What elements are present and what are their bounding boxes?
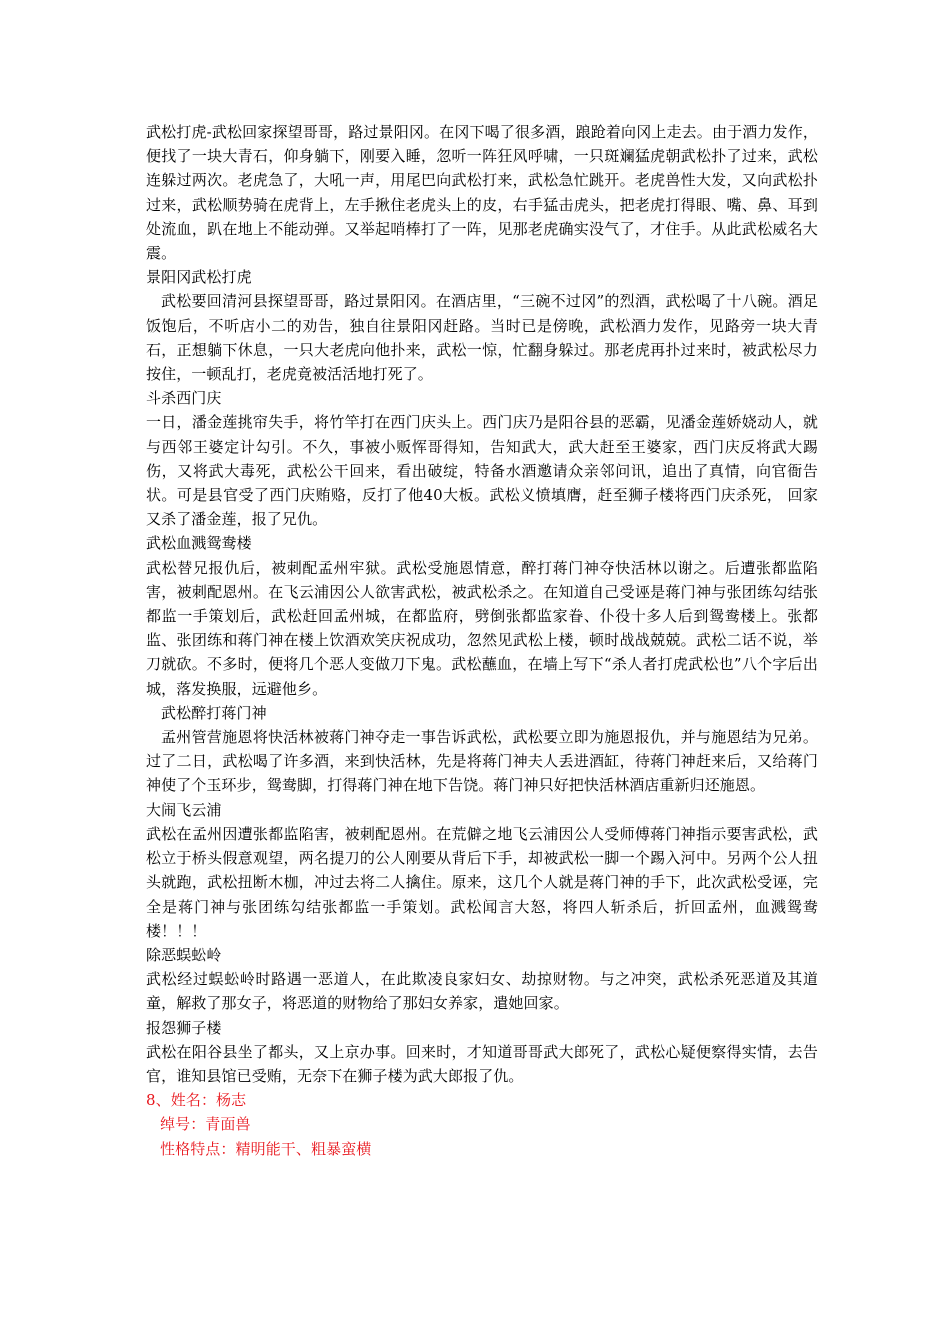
heading-wugongling: 除恶蜈蚣岭 <box>146 945 222 964</box>
heading-shizilou: 报怨狮子楼 <box>146 1018 222 1037</box>
profile-nickname: 绰号：青面兽 <box>160 1115 251 1134</box>
paragraph-shizilou: 武松在阳谷县坐了都头，又上京办事。回来时，才知道哥哥武大郎死了，武松心疑便察得实情，去告官，谁知县馆已受贿，无奈下在狮子楼为武大郎报了仇。 <box>146 1042 818 1085</box>
paragraph-jingyanggang: 武松要回清河县探望哥哥，路过景阳冈。在酒店里，“三碗不过冈”的烈酒，武松喝了十八碗。酒足饭饱后，不听店小二的劝告，独自往景阳冈赶路。当时已是傍晚，武松酒力发作，见路旁一块大青石，正想躺下休息，一只大老虎向他扑来，武松一惊，忙翻身躲过。那老虎再扑过来时，被武松尽力按住，一顿乱打，老虎竟被活活地打死了。 <box>146 292 818 384</box>
heading-yuanyanglou: 武松血溅鸳鸯楼 <box>146 534 252 553</box>
heading-ximenqing: 斗杀西门庆 <box>146 389 222 408</box>
profile-traits: 性格特点：精明能干、粗暴蛮横 <box>160 1139 372 1158</box>
paragraph-yuanyanglou: 武松替兄报仇后，被刺配孟州牢狱。武松受施恩情意，醉打蒋门神夺快活林以谢之。后遭张都监陷害，被刺配恩州。在飞云浦因公人欲害武松，被武松杀之。在知道自己受诬是蒋门神与张团练勾结张都监一手策划后，武松赶回孟州城，在都监府，劈倒张都监家眷、仆役十多人后到鸳鸯楼上。张都监、张团练和蒋门神在楼上饮酒欢笑庆祝成功，忽然见武松上楼，顿时战战兢兢。武松二话不说，举刀就砍。不多时，便将几个恶人变做刀下鬼。武松蘸血，在墙上写下“杀人者打虎武松也”八个字后出城，落发换服，远避他乡。 <box>146 558 818 698</box>
paragraph-ximenqing: 一日，潘金莲挑帘失手，将竹竿打在西门庆头上。西门庆乃是阳谷县的恶霸，见潘金莲娇娆动人，就与西邻王婆定计勾引。不久，事被小贩恽哥得知，告知武大，武大赶至王婆家，西门庆反将武大踢伤，又将武大毒死，武松公干回来，看出破绽，特备水酒邀请众亲邻问讯，追出了真情，向官衙告状。可是县官受了西门庆贿赂，反打了他40大板。武松义愤填膺，赶至狮子楼将西门庆杀死， 回家又杀了潘金莲，报了兄仇。 <box>146 413 818 529</box>
paragraph-feiyunpu: 武松在孟州因遭张都监陷害，被刺配恩州。在荒僻之地飞云浦因公人受师傅蒋门神指示要害武松，武松立于桥头假意观望，两名提刀的公人刚要从背后下手，却被武松一脚一个踢入河中。另两个公人扭头就跑，武松扭断木枷，冲过去将二人擒住。原来，这几个人就是蒋门神的手下，此次武松受诬，完全是蒋门神与张团练勾结张都监一手策划。武松闻言大怒，将四人斩杀后，折回孟州，血溅鸳鸯楼！！！ <box>146 824 818 940</box>
paragraph-wusong-fights-tiger: 武松打虎-武松回家探望哥哥，路过景阳冈。在冈下喝了很多酒，踉跄着向冈上走去。由于酒力发作，便找了一块大青石，仰身躺下，刚要入睡，忽听一阵狂风呼啸，一只斑斓猛虎朝武松扑了过来，武松连躲过两次。老虎急了，大吼一声，用尾巴向武松打来，武松急忙跳开。老虎兽性大发，又向武松扑过来，武松顺势骑在虎背上，左手揪住老虎头上的皮，右手猛击虎头，把老虎打得眼、嘴、鼻、耳到处流血，趴在地上不能动弹。又举起哨棒打了一阵，见那老虎确实没气了，才住手。从此武松威名大震。 <box>146 123 818 263</box>
heading-jiangmenshen: 武松醉打蒋门神 <box>161 703 267 722</box>
heading-feiyunpu: 大闹飞云浦 <box>146 800 222 819</box>
heading-jingyanggang: 景阳冈武松打虎 <box>146 268 252 287</box>
paragraph-jiangmenshen: 孟州管营施恩将快活林被蒋门神夺走一事告诉武松，武松要立即为施恩报仇，并与施恩结为兄弟。过了二日，武松喝了许多酒，来到快活林，先是将蒋门神夫人丢进酒缸，待蒋门神赶来后，又给蒋门神使了个玉环步，鸳鸯脚，打得蒋门神在地下告饶。蒋门神只好把快活林酒店重新归还施恩。 <box>146 728 818 795</box>
document-page <box>146 120 818 1161</box>
paragraph-wugongling: 武松经过蜈蚣岭时路遇一恶道人，在此欺凌良家妇女、劫掠财物。与之冲突，武松杀死恶道及其道童，解救了那女子，将恶道的财物给了那妇女养家，遣她回家。 <box>146 970 818 1013</box>
profile-name: 8、姓名：杨志 <box>146 1091 247 1110</box>
